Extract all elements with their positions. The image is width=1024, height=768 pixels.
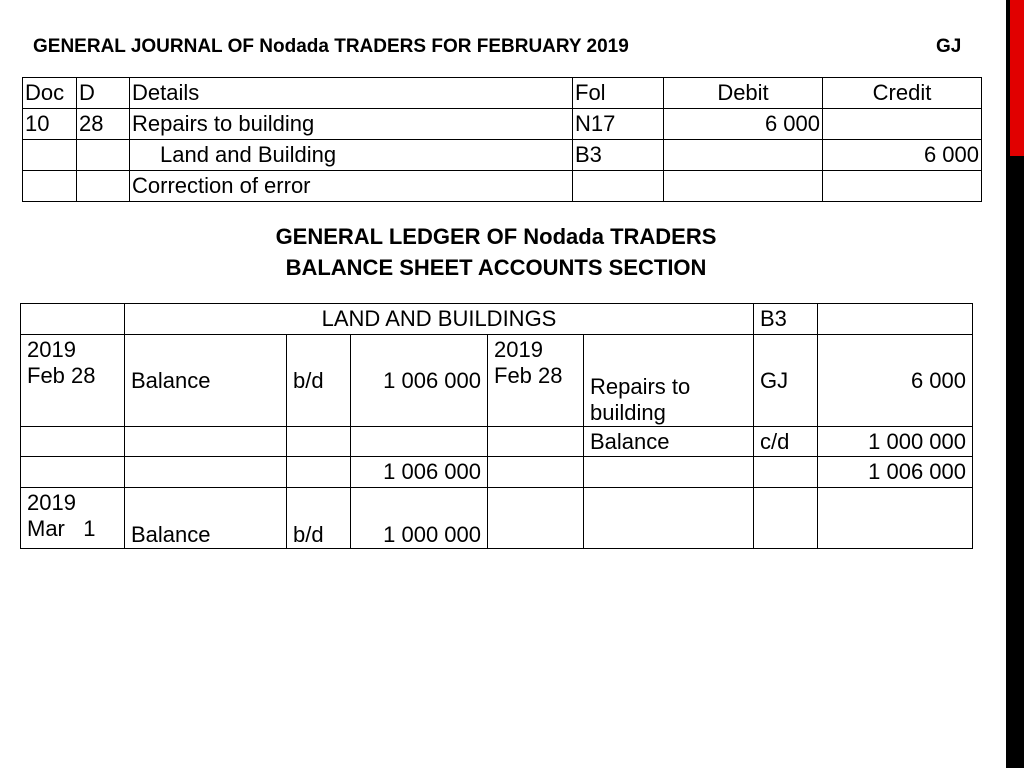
ledger-row (21, 427, 973, 457)
ledger-account-name: LAND AND BUILDINGS (125, 304, 754, 335)
journal-header-details: Details (130, 78, 573, 109)
ledger-credit-year: 2019 (494, 337, 543, 362)
ledger-debit-amount: 1 006 000 (351, 335, 488, 427)
journal-row (23, 140, 982, 171)
journal-cell-fol (573, 171, 664, 202)
ledger-row (21, 335, 973, 427)
ledger-debit-date-cell (21, 488, 125, 549)
journal-header-row (23, 78, 982, 109)
ledger-debit-total: 1 006 000 (351, 457, 488, 488)
ledger-debit-fol: b/d (287, 488, 351, 549)
ledger-credit-fol: c/d (754, 427, 818, 457)
ledger-cell-empty (584, 488, 754, 549)
journal-cell-details: Correction of error (130, 171, 573, 202)
ledger-subtitle: BALANCE SHEET ACCOUNTS SECTION (285, 255, 707, 280)
journal-row (23, 109, 982, 140)
ledger-cell-empty (351, 427, 488, 457)
journal-cell-credit: 6 000 (823, 140, 982, 171)
journal-cell-debit (664, 140, 823, 171)
ledger-cell-empty (488, 457, 584, 488)
journal-cell-fol: B3 (573, 140, 664, 171)
journal-cell-doc (23, 140, 77, 171)
ledger-header-row (21, 304, 973, 335)
ledger-header-blank (21, 304, 125, 335)
ledger-debit-amount: 1 000 000 (351, 488, 488, 549)
journal-header-doc: Doc (23, 78, 77, 109)
journal-row (23, 171, 982, 202)
ledger-debit-date: Feb 28 (27, 363, 96, 388)
ledger-cell-empty (21, 427, 125, 457)
journal-cell-doc: 10 (23, 109, 77, 140)
ledger-cell-empty (818, 488, 973, 549)
ledger-credit-amount: 6 000 (818, 335, 973, 427)
journal-cell-details: Repairs to building (130, 109, 573, 140)
ledger-cell-empty (584, 457, 754, 488)
ledger-credit-details-line1: Repairs to (590, 374, 691, 399)
journal-table (22, 77, 982, 202)
journal-cell-credit (823, 109, 982, 140)
ledger-account-code: B3 (754, 304, 818, 335)
journal-header-debit: Debit (664, 78, 823, 109)
journal-header-credit: Credit (823, 78, 982, 109)
ledger-debit-date-cell (21, 335, 125, 427)
ledger-credit-date: Feb 28 (494, 363, 563, 388)
ledger-cell-empty (287, 427, 351, 457)
journal-cell-d (77, 171, 130, 202)
ledger-credit-details-cell (584, 335, 754, 427)
journal-title: GENERAL JOURNAL OF Nodada TRADERS FOR FEBRUARY 2019 (33, 36, 629, 57)
ledger-cell-empty (125, 427, 287, 457)
ledger-account-table (20, 303, 973, 549)
journal-cell-debit: 6 000 (664, 109, 823, 140)
journal-cell-credit (823, 171, 982, 202)
ledger-credit-details: Balance (584, 427, 754, 457)
ledger-debit-details: Balance (125, 488, 287, 549)
ledger-credit-amount: 1 000 000 (818, 427, 973, 457)
ledger-credit-details-line2: building (590, 400, 666, 425)
journal-header-fol: Fol (573, 78, 664, 109)
journal-cell-d: 28 (77, 109, 130, 140)
ledger-cell-empty (754, 488, 818, 549)
ledger-cell-empty (125, 457, 287, 488)
ledger-cell-empty (488, 427, 584, 457)
slide-accent-bar (1010, 0, 1024, 156)
ledger-credit-total: 1 006 000 (818, 457, 973, 488)
journal-cell-fol: N17 (573, 109, 664, 140)
ledger-debit-fol: b/d (287, 335, 351, 427)
ledger-cell-empty (488, 488, 584, 549)
ledger-debit-year: 2019 (27, 490, 76, 515)
journal-cell-details: Land and Building (130, 140, 573, 171)
ledger-header-blank (818, 304, 973, 335)
ledger-title: GENERAL LEDGER OF Nodada TRADERS (275, 224, 717, 249)
ledger-row (21, 488, 973, 549)
ledger-debit-year: 2019 (27, 337, 76, 362)
ledger-debit-details: Balance (125, 335, 287, 427)
ledger-cell-empty (21, 457, 125, 488)
ledger-credit-fol: GJ (754, 335, 818, 427)
ledger-totals-row (21, 457, 973, 488)
ledger-credit-date-cell (488, 335, 584, 427)
journal-header-d: D (77, 78, 130, 109)
ledger-debit-date: Mar 1 (27, 516, 96, 541)
ledger-cell-empty (287, 457, 351, 488)
journal-cell-d (77, 140, 130, 171)
journal-code: GJ (936, 36, 962, 57)
ledger-cell-empty (754, 457, 818, 488)
journal-cell-doc (23, 171, 77, 202)
journal-cell-debit (664, 171, 823, 202)
